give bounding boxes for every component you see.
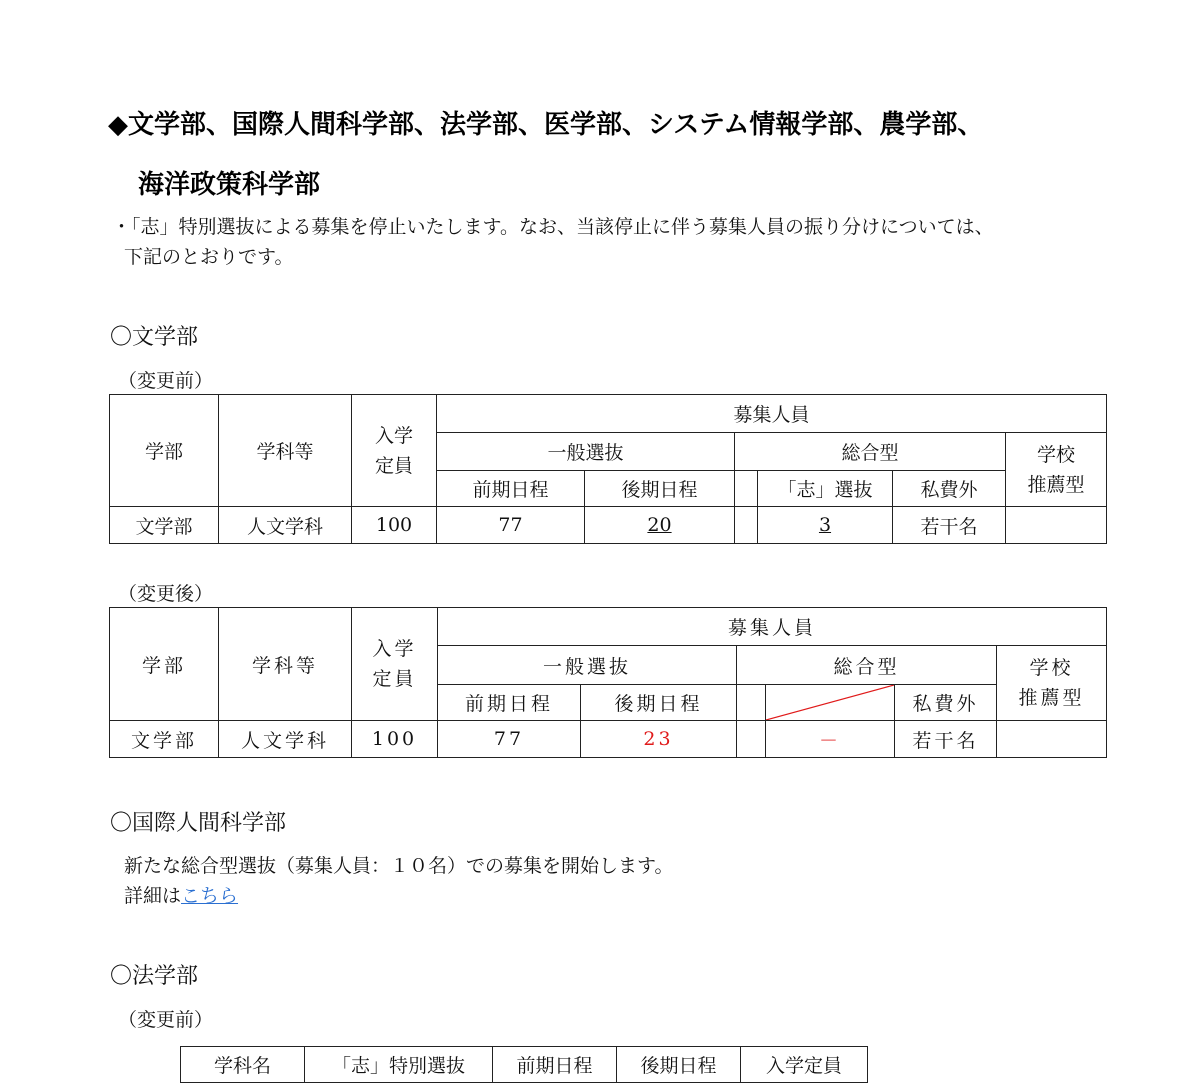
header-second: 後期日程 xyxy=(585,471,735,507)
header-faculty: 学部 xyxy=(110,395,219,507)
faculty-list-heading: ◆文学部、国際人間科学部、法学部、医学部、システム情報学部、農学部、 xyxy=(108,110,984,140)
cell-faculty: 文学部 xyxy=(110,721,219,758)
cell-school-rec xyxy=(997,721,1107,758)
header-quota: 入学 定員 xyxy=(352,395,437,507)
cell-school-rec xyxy=(1006,507,1107,544)
header-department: 学科等 xyxy=(219,608,352,721)
intl-detail-prefix: 詳細は xyxy=(124,885,182,907)
cell-department: 人文学科 xyxy=(219,721,352,758)
struck-kokorozashi-header xyxy=(766,685,895,721)
spacer-cell xyxy=(737,721,766,758)
cell-second-changed: 23 xyxy=(581,721,737,758)
cell-kokorozashi-removed: － xyxy=(766,721,895,758)
header-comprehensive: 総合型 xyxy=(737,646,997,685)
header-general: 一般選抜 xyxy=(437,433,735,471)
cell-kokorozashi: 3 xyxy=(758,507,893,544)
cell-first: 77 xyxy=(437,507,585,544)
caption-before-letters: （変更前） xyxy=(118,370,214,392)
header-first: 前期日程 xyxy=(438,685,581,721)
header-faculty: 学部 xyxy=(110,608,219,721)
intro-text-line2: 下記のとおりです。 xyxy=(124,246,294,268)
header-kokorozashi: 「志」選抜 xyxy=(758,471,893,507)
cell-private: 若干名 xyxy=(893,507,1006,544)
header-department: 学科等 xyxy=(219,395,352,507)
cell-department: 人文学科 xyxy=(219,507,352,544)
table-law-before xyxy=(180,1046,868,1083)
section-title-intl: 〇国際人間科学部 xyxy=(110,811,287,836)
header-recruit: 募集人員 xyxy=(437,395,1107,433)
cell-quota: 100 xyxy=(352,507,437,544)
header-private: 私費外 xyxy=(895,685,997,721)
header-quota: 入学 定員 xyxy=(352,608,438,721)
header-private: 私費外 xyxy=(893,471,1006,507)
caption-after-letters: （変更後） xyxy=(118,583,214,605)
header-department-name: 学科名 xyxy=(181,1047,305,1083)
caption-before-law: （変更前） xyxy=(118,1009,214,1031)
spacer-cell xyxy=(737,685,766,721)
intro-text-line1: ・「志」特別選抜による募集を停止いたします。なお、当該停止に伴う募集人員の振り分けについては、 xyxy=(112,216,994,238)
cell-quota: 100 xyxy=(352,721,438,758)
header-first: 前期日程 xyxy=(437,471,585,507)
header-general: 一般選抜 xyxy=(438,646,737,685)
header-second: 後期日程 xyxy=(581,685,737,721)
cell-second: 20 xyxy=(585,507,735,544)
strike-line xyxy=(766,685,894,720)
cell-faculty: 文学部 xyxy=(110,507,219,544)
spacer-cell xyxy=(735,507,758,544)
section-title-law: 〇法学部 xyxy=(110,964,199,989)
header-kokorozashi-special: 「志」特別選抜 xyxy=(305,1047,493,1083)
intl-text: 新たな総合型選抜（募集人員：１０名）での募集を開始します。 xyxy=(124,855,674,877)
table-letters-before xyxy=(109,394,1107,544)
header-quota: 入学定員 xyxy=(741,1047,868,1083)
spacer-cell xyxy=(735,471,758,507)
intl-detail-line xyxy=(124,882,238,910)
faculty-list-heading-continued: 海洋政策科学部 xyxy=(138,170,321,200)
header-school-rec: 学校 推薦型 xyxy=(997,646,1107,721)
table-letters-after xyxy=(109,607,1107,758)
header-first: 前期日程 xyxy=(493,1047,617,1083)
header-school-rec: 学校 推薦型 xyxy=(1006,433,1107,507)
header-second: 後期日程 xyxy=(617,1047,741,1083)
details-link[interactable]: こちら xyxy=(181,885,239,907)
header-comprehensive: 総合型 xyxy=(735,433,1006,471)
header-recruit: 募集人員 xyxy=(438,608,1107,646)
cell-private: 若干名 xyxy=(895,721,997,758)
cell-first: 77 xyxy=(438,721,581,758)
section-title-letters: 〇文学部 xyxy=(110,325,199,350)
